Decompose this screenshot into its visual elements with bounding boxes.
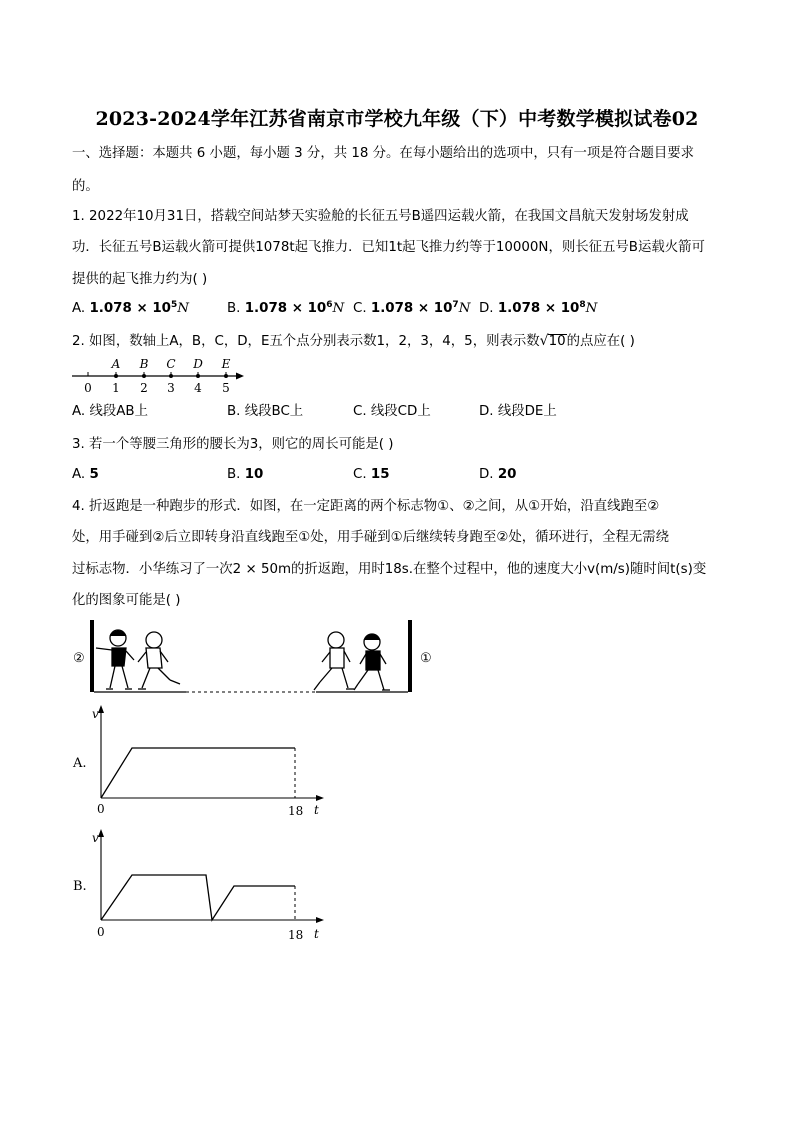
section-instruction: 一、选择题：本题共 6 小题，每小题 3 分，共 18 分。在每小题给出的选项中，只有一项是符合题目要求 bbox=[72, 146, 695, 161]
q2-option-a[interactable]: A. 线段AB上 bbox=[72, 404, 148, 419]
shuttle-run-illustration bbox=[88, 618, 418, 696]
graph-a-x-label: t bbox=[314, 803, 319, 817]
q2-radicand: 10 bbox=[548, 334, 566, 349]
graph-a-y-label: v bbox=[92, 707, 99, 721]
runner-left-running bbox=[138, 632, 180, 689]
point-label-c: C bbox=[166, 357, 176, 371]
graph-a-curve bbox=[101, 748, 295, 798]
graph-b-tick: 18 bbox=[288, 928, 304, 942]
q3-option-c[interactable]: C. 15 bbox=[353, 467, 390, 482]
left-pole bbox=[90, 620, 94, 692]
graph-a-origin: 0 bbox=[97, 802, 105, 816]
q1-option-a[interactable]: A. $1.078 \times 10^5N$ bbox=[72, 300, 189, 316]
q1-stem-line3: 提供的起飞推力约为( ) bbox=[72, 272, 208, 287]
graph-a-tick: 18 bbox=[288, 804, 304, 818]
q2-option-b[interactable]: B. 线段BC上 bbox=[227, 404, 304, 419]
q3-option-a[interactable]: A. 5 bbox=[72, 467, 99, 482]
tick-label-1: 1 bbox=[112, 381, 120, 395]
q2-stem-line1: 2. 如图，数轴上A，B，C，D，E五个点分别表示数1，2，3，4，5，则表示数√10的点应在( ) bbox=[72, 333, 635, 349]
tick-label-5: 5 bbox=[222, 381, 230, 395]
q2-option-d[interactable]: D. 线段DE上 bbox=[479, 404, 557, 419]
graph-b-y-label: v bbox=[92, 831, 99, 845]
tick-label-3: 3 bbox=[167, 381, 175, 395]
point-label-b: B bbox=[139, 357, 149, 371]
q1-stem-line1: 1. 2022年10月31日，搭载空间站梦天实验舱的长征五号B遥四运载火箭，在我国文昌航天发射场发射成 bbox=[72, 209, 689, 224]
q3-option-b[interactable]: B. 10 bbox=[227, 467, 264, 482]
q4-stem-line4: 化的图象可能是( ) bbox=[72, 593, 181, 608]
exam-title: 2023-2024学年江苏省南京市学校九年级（下）中考数学模拟试卷02 bbox=[95, 108, 699, 130]
number-line-ticks bbox=[88, 372, 226, 376]
right-pole bbox=[408, 620, 412, 692]
q4-stem-line3: 过标志物．小华练习了一次2 × 50m的折返跑，用时18s.在整个过程中，他的速度大小v(m/s)随时间t(s)变 bbox=[72, 562, 707, 577]
graph-a-label[interactable]: A. bbox=[73, 756, 87, 771]
q1-option-b[interactable]: B. $1.078 \times 10^6N$ bbox=[227, 300, 345, 316]
section-instruction-cont: 的。 bbox=[72, 179, 99, 194]
q3-option-d[interactable]: D. 20 bbox=[479, 467, 517, 482]
point-label-e: E bbox=[221, 357, 231, 371]
q2-option-c[interactable]: C. 线段CD上 bbox=[353, 404, 431, 419]
marker-2-label: ② bbox=[73, 651, 85, 666]
q4-stem-line1: 4. 折返跑是一种跑步的形式．如图，在一定距离的两个标志物①、②之间，从①开始，沿直线跑至② bbox=[72, 499, 660, 514]
q2-number-line bbox=[68, 354, 250, 396]
graph-b bbox=[84, 826, 334, 944]
graph-b-origin: 0 bbox=[97, 925, 105, 939]
tick-label-0: 0 bbox=[84, 381, 92, 395]
runner-right-dark bbox=[354, 634, 390, 690]
q3-stem: 3. 若一个等腰三角形的腰长为3，则它的周长可能是( ) bbox=[72, 437, 394, 452]
runner-left-touching bbox=[96, 630, 134, 689]
graph-b-curve bbox=[101, 875, 295, 920]
tick-label-2: 2 bbox=[140, 381, 148, 395]
q4-stem-line2: 处，用手碰到②后立即转身沿直线跑至①处，用手碰到①后继续转身跑至②处，循环进行，全程无需绕 bbox=[72, 530, 670, 545]
runner-right-running bbox=[314, 632, 354, 690]
graph-b-x-label: t bbox=[314, 927, 319, 941]
graph-b-label[interactable]: B. bbox=[73, 879, 87, 894]
tick-label-4: 4 bbox=[194, 381, 202, 395]
q1-stem-line2: 功．长征五号B运载火箭可提供1078t起飞推力．已知1t起飞推力约等于10000N，则长征五号B运载火箭可 bbox=[72, 240, 705, 255]
q1-option-c[interactable]: C. $1.078 \times 10^7N$ bbox=[353, 300, 471, 316]
graph-a bbox=[84, 702, 334, 820]
point-label-a: A bbox=[111, 357, 121, 371]
q1-option-d[interactable]: D. $1.078 \times 10^8N$ bbox=[479, 300, 598, 316]
marker-1-label: ① bbox=[420, 651, 432, 666]
sqrt-symbol: √ bbox=[539, 333, 549, 349]
point-label-d: D bbox=[193, 357, 203, 371]
